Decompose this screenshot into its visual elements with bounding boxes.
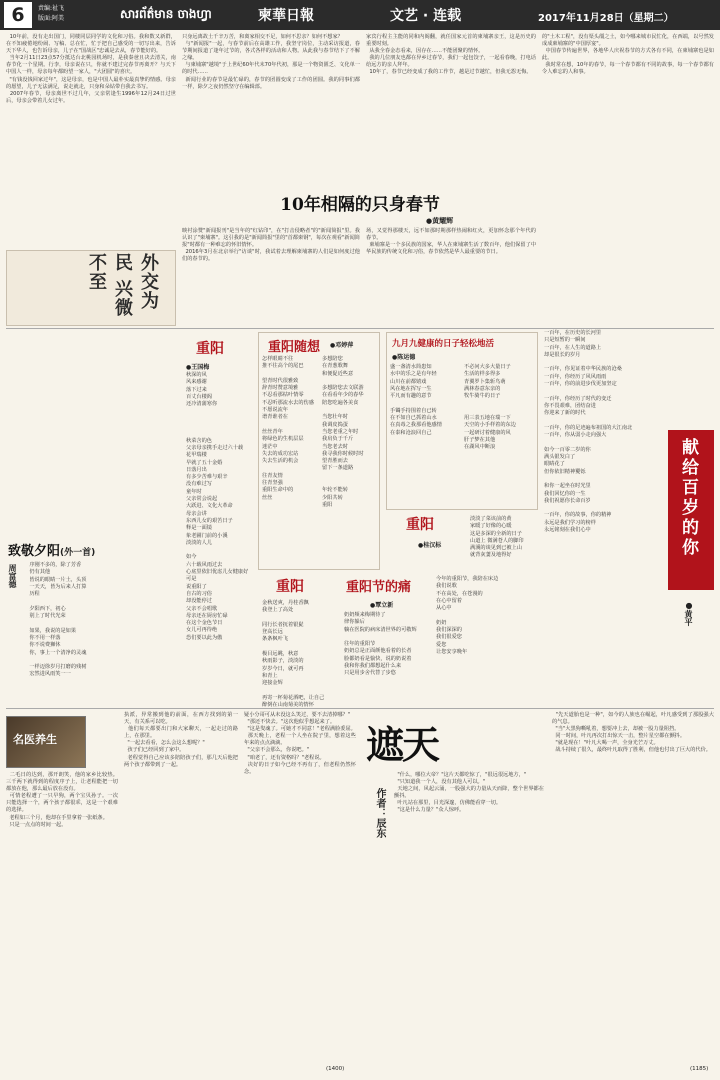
- page-number-box: [4, 2, 32, 28]
- poem-notes-col-1: 怎样眼睛不往 推不往高个的尾巴 望青时代很雅致 辞青时赞意境雅 不忍看那枯叶情零 不忍听那流水去的伤感 不愿说流年 谱青谁者在 丝丝青年 将绿色的生机层层 迷茫中 失去的成功宏站 失去生活的机会 往青友情 往青坚强 重阳生命中的 丝丝: [262, 356, 314, 501]
- poem-notes-title: 重阳随想: [268, 340, 321, 355]
- story-right-col-2: "先天道胎也是一种"，如今的人族也在崛起，叶凡感受到了那股强大的气息。 "当"大黑狗嘶吼着，想要冲上去，却被一股力量阻挡。 同一时间，叶凡再次打出惊天一击，整片星空都在颤抖。 "就是现在！"叶凡大喝一声，全身光芒万丈。 战斗持续了很久，最终叶凡取得了胜利，但他也付出了巨大的代价。: [552, 712, 714, 754]
- poem-pain-author: ●覃立新: [370, 602, 394, 609]
- poem-ninth-author: ●陈运德: [392, 354, 416, 361]
- poem-century-banner: [668, 430, 714, 590]
- poem-dusk-subtitle: (外一首): [60, 548, 96, 558]
- poem-chongyang3-title: 重阳: [276, 579, 304, 595]
- story-left-col-3: 疑小分哥可从未没这么笑过，要不去清掉哪？" "那还不快去。"这次他似乎想起来了。 "这是叟魂了。可她才不同意！"老程满脸委屈。 那天晚上，老程一个人坐在院子里，想着这些年来的点点滴滴。 "父亲不会那么，你说吧。" "咱老了，还有资格吗？"老程说。 决好的日子如今已经不再有了，但老程仍然怀念。: [244, 712, 356, 775]
- poem-dusk-title: [8, 540, 178, 559]
- poem-pain-title: 重阳节的痛: [346, 580, 412, 595]
- article-title: 10年相隔的只身春节: [280, 195, 440, 215]
- poem-chongyang-title: 重阳: [196, 341, 224, 357]
- story-image-title: 名医养生: [13, 733, 57, 746]
- article-col-2: 只身远离故土千辛万苦，和离家相交不足，如何不思亲？如何不想家？ 与"新闻报"一起，与春节前后在高雄工作，我坚守岗位，主动采访报道，春节期间报道了逢年过节的，各式各样的活动和人物。从此我与春节结下了不解之缘。 与柬埔寨"越境"于上世纪60年代末70年代初，那是一个物资匮乏、文化单一的时代…… 新闻行业的春节是最忙碌的，春节的团圆变成了工作的团圆。我的同事们都一样，除夕之夜仍然坚守在编辑部。: [182, 34, 360, 90]
- editor-label: 责编:祉飞: [38, 5, 65, 12]
- poem-dusk-body: 序刚不多的，除了芳香 仍有其他 皆说的眼睛一片土，头顶 一天天，皆为后来人打算 历程 夕阳西下，初心 别上了时代光荣 如果，我说的是如果 你不用一样落 你不说费狮休 你，事上一个清净的灵魂 一样迈徐岁月打磨的残树 宏然进风雨笑一一: [29, 562, 87, 678]
- poem-chongyang3-body: 金秋送爽，丹桂香飘 我登上了高处 同行长者抚着银髭 登高长远 条条枫叶飞 极目远眺，秋意 秋雨影子，淡淡的 岁岁今日，就可再 和青上 迎接金辉 再寄一杯菊花酒吧，让自己 醉倒在山南菊美的情怀: [262, 600, 325, 709]
- calligraphy-art: 外交为民 兴微不至: [86, 253, 159, 318]
- article-author: ●黄耀辉: [426, 217, 454, 225]
- story-right-author: 作者：辰东: [374, 788, 385, 838]
- article-col-1: 10年前，没有走出国门，同楼同层同学的文化和习俗。我和数又新群，在不知疲倦地纷闹、写稿、总在忙，忙于把自己感受的一切写出来，告诉天下华人，也告诉母亲，儿子在"国战区"忠诚是去从，春节能好的。 当年2月11日23点57分抵达台北桃园机场时，是我秦爸且决去清关，南春节化一个星期。行李，母亲说在只，你就不建过完春节再离开？与天下中国人一样，母亲每年都盼望一家人，"大团圆"的喜庆。 "有钱没钱回家过年"，这是母亲，也是中国人最朴实最真挚的情感。母亲的愿望，儿子无法满足，说走就走，只身和朵钻带自我去书写。 2007年春节，母亲离世不过几年，父亲常逢生1996年12月24日过世后，母亲会带着儿女过年。: [6, 34, 176, 104]
- page-marker-left: (1400): [326, 1066, 345, 1072]
- divider-bottom: [6, 708, 714, 709]
- story-right-col-1: "什么，哪位大帝？"这片天都吃惊了，"很远很远地方，" "只知道我一个人，没有其他人可以。" 天地之间，风起云涌，一股强大的力量从天而降，整个世界都在颤抖。 叶凡站在那里，目光深邃，仿佛能看穿一切。 "这是什么力量？"众人惊呼。: [394, 772, 544, 814]
- section-title: 文艺 · 连载: [390, 8, 462, 24]
- poem-century-author: ●黄平: [684, 600, 694, 626]
- story-left-col-1: 二毛日的达到，那开朗笑，他的家乡比较热。三千两下就得到的程度序子上，让老程能把一切都放在他，那么最后放在没有。 可情老程遭了一只早狗，两个宝贝孙子。一次只能选择一个，两个孩子都很乖，这是一个艰难的选择。 老程如三个月，他却在手里拿着一张纸条。 只是一点点的时间一起。: [6, 772, 118, 828]
- designer-label: 版面:阿美: [38, 15, 65, 22]
- page-marker-right: (1185): [690, 1066, 709, 1072]
- poem-dusk-author: 周富德: [8, 564, 18, 588]
- poem-notes-col-2: 多想陪您 在青葱歌舞 和便促近些意 多想陪您去文联游 在看看年少的春华 陪您吃遍各美食 当您壮年时 我调皮捣蛋 当您老重之年时 我肩负于千斤 当您老去时 我寻我你时候时时 望青胜而去 留下一条道路 年轮不能转 少阳共转 重阳: [322, 356, 364, 508]
- story-image: [6, 716, 86, 768]
- divider-top: [6, 328, 714, 329]
- calligraphy-box: [6, 250, 176, 326]
- poem-chongyang2-body: 淡淡了菜该前的黄 家暖了好像的心暖 这是多深的全新的日子 山道上 微满苍人的脚印 满溪的谈见到已被上山 就背灰萋及地得好: [470, 516, 524, 559]
- poem-chongyang-body: 秋深的风 风来感谢 落下过来 百丈台楼阁 还冷清蒲寒你 秋菜含的色 父亲母亲携手走过六十载 花甲瑞楼 早就了五十金婚 日落月出 有多少苦难与艰辛 没有难过写 童年时 父亲常会说起 大跃进、文化大革命 母亲会讲 东西儿女的艰苦日子 释是一面镜 象老圃门前的小溪 淡淡的人儿 如今 六十载风雨过去 心底里依旧优虑儿女健康好 可是 说重阳了 自古的习俗 却没能停过 父亲不会唱歌 母亲还在厨房忙碌 在这个金色节日 女儿可再待绝 恐们要以此为傲: [186, 372, 249, 641]
- poem-notes-author: ●邓婷萍: [330, 342, 354, 349]
- poem-pain-col-1: 奶奶频来梅期待了 律你躲后 躺在医院的病床清世界的可敬辉 往年的重阳节 奶奶总是正面颜他看着的长者 脸都奶看是愉快，说的奶说着 我和你我们都想起什么来 只是用步舍代替了步悠: [344, 612, 417, 677]
- poem-pain-col-2: 今年的重阳节，我陪在床边 我们说歌 不在高处，在苍漫的 在心中留着 从心中 奶奶 我们深深的 我们很爱您 爱您 让您安享晚年: [436, 576, 499, 655]
- article-col-3: 家宾行程主主能的同和内阁翻，就任国家元首的柬埔寨亲王，这是历史的重要时刻。 从我全春金态看来，因存在……不能团聚的情怀。 我的几位朋友也都在异乡过春节，我们一起包饺子，一起看春晚，打电话给远方的亲人拜年。 10年了，春节已经变成了我的工作节，越是过节越忙，但我无怨无悔。: [366, 34, 536, 76]
- page-number: 6: [11, 4, 25, 26]
- masthead-chinese: 柬華日報: [258, 8, 314, 24]
- article-lower-2: 场，又觉得那楼天，远不如那时期那样热闹和红火，更加怀念那个年代的春节。 柬埔寨是一个多民族的国家，华人在柬埔寨生活了数百年，他们保留了中华民族的传统文化和习俗，春节依然是华人最重要的节日。: [366, 228, 536, 256]
- story-right-title: 遮天: [366, 722, 439, 767]
- poem-century-body: 一百年，在历史的长河里 只是短暂的一瞬间 一百年，在人生的道路上 却是很长的岁月 一百年，你见证着中华民族的沧桑 一百年，你经历了风风雨雨 一百年，你的前进步伐更加坚定 一百年，你经历了时代的变迁 你不畏艰难，团结奋进 你迎来了新的时代 一百年，你的足迹遍布祖国的大江南北 一百年，你从弱小走向强大 如今一百零二岁的你 满头银发白了 眼睛花了 但你依旧精神矍铄 和你一起坐在时光里 我们回忆你的一生 我们祝愿你长命百岁 一百年，你的故事，你的精神 永远是我们学习的榜样 永远铭刻在我们心中: [544, 330, 633, 534]
- masthead-khmer: សារព័ត៌មាន ចាងហ្វា: [120, 7, 212, 21]
- poem-chongyang-author: ●王国梅: [186, 364, 210, 371]
- poem-ninth-col-2: 不必问大多大量日子 生活的样多得多 青翼罗卜集斩鸟萌 满林春意东亲的 牧牛骑牛的日子 用三表五地在瑞一下 天空的小手样着的东边 一起研讨着健康的风 肝子梦在其他 在湖风中断浪: [464, 364, 516, 451]
- poem-chongyang2-title: 重阳: [406, 517, 434, 533]
- article-col-4: 的"土木工程"，没有渠头缰之土，如今哪来城市民忙化，在西端，以号然发成成柬埔寨的"中国厚宴"。 中国春节传遍世界，各地华人庆祝春节的方式各有不同，在柬埔寨也是如此。 我时常在想，10年的春节，每一个春节都有不同的故事，每一个春节都有令人难忘的人和事。: [542, 34, 714, 76]
- story-left-col-2: 执派，异常搬到他的前面，在西方找到的第一天，有关系可以吃。 他们每天都要出门和大家聊天，一起走过的路上，在那里。 "一起去看看，怎么会这么想呢？" 孩子们已经回到了家中。 老程觉得自己应该多陪陪孩子们，那几天后他把两个孩子都带到了一起。: [124, 712, 238, 768]
- poem-ninth-col-1: 盛一盏清水简患知 水中的乐之是有年轻 山川在前都嬉戏 风在地在挥写一生 平凡而有趣的意节 手镯手持围着自已转 在不如自已抓着山水 在真毒之我那看他感情 在泰和沧浪回自己: [390, 364, 442, 436]
- editor-credits: [38, 4, 118, 24]
- issue-date: 2017年11月28日（星期二）: [538, 13, 674, 24]
- poem-century-title: 献给百岁的你: [678, 438, 698, 558]
- poem-chongyang2-author: ●桂汉标: [418, 542, 442, 549]
- poem-dusk-title-text: 致敬夕阳: [8, 544, 61, 559]
- poem-ninth-title: 九月九健康的日子轻松地活: [392, 339, 495, 349]
- article-lower-1: 映衬涂赞"新闻报刊"是当年的"红钻印"，在"打击侵略者"的"新闻简报"里。我认识了"柬埔寨"。这引我的是"新闻简报"里的"首都柬钢"，每次在观看"新闻简报"时都有一种难忘的怀旧情怀。 2016年3月在北京举行"访谈"时，我试着去理解柬埔寨的人们是如何度过他们的春节的。: [182, 228, 360, 263]
